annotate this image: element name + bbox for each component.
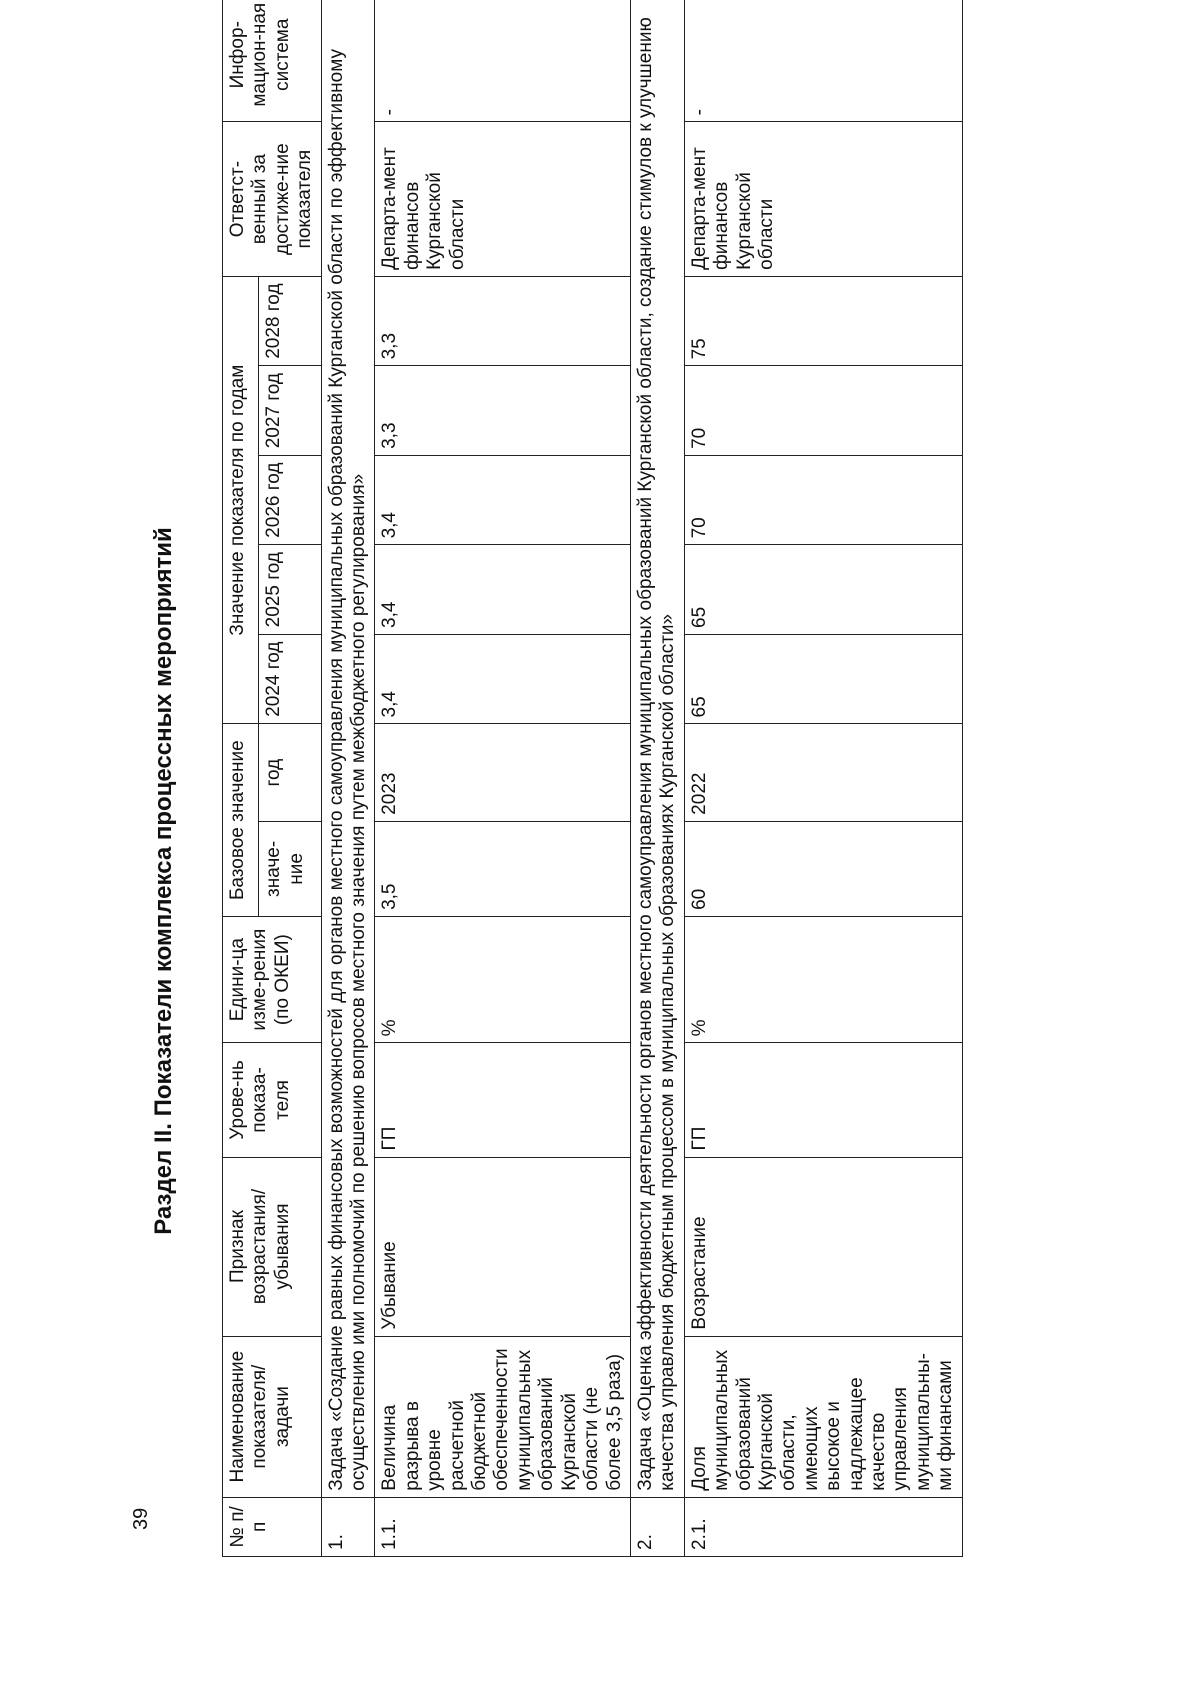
- indicator-sign: Убывание: [375, 1157, 630, 1336]
- indicator-system: -: [684, 0, 962, 122]
- header-year: 2028 год: [259, 276, 321, 366]
- header-row: [223, 0, 259, 1557]
- header-num: № п/п: [223, 1497, 322, 1556]
- indicator-value: 75: [684, 276, 962, 366]
- indicator-row: [684, 0, 962, 1557]
- header-values: Значение показателя по годам: [223, 276, 259, 724]
- indicator-base-year: 2022: [684, 724, 962, 821]
- indicator-level: ГП: [684, 1043, 962, 1157]
- header-base: Базовое значение: [223, 724, 259, 916]
- header-year: 2025 год: [259, 545, 321, 635]
- header-name: Наименование показателя/ задачи: [223, 1336, 322, 1497]
- task-row: [630, 0, 684, 1557]
- indicator-num: 1.1.: [375, 1497, 630, 1556]
- task-num: 1.: [321, 1497, 375, 1556]
- indicator-num: 2.1.: [684, 1497, 962, 1556]
- indicator-sign: Возрастание: [684, 1157, 962, 1336]
- task-text: Задача «Оценка эффективности деятельности органов местного самоуправления муниципальных образований Курганской области, создание стимулов к улучшению качества управления бюджетным процессом в муниципальных образованиях Курганской области»: [630, 0, 684, 1497]
- indicator-value: 70: [684, 455, 962, 545]
- indicator-value: 3,4: [375, 634, 630, 724]
- indicator-value: 3,3: [375, 276, 630, 366]
- indicator-name: Величина разрыва в уровне расчетной бюджетной обеспеченности муниципальных образований Курганской области (не более 3,5 раза): [375, 1336, 630, 1497]
- indicator-system: -: [375, 0, 630, 122]
- indicator-responsible: Департа-мент финансов Курганской области: [684, 122, 962, 276]
- header-base-value: значе-ние: [259, 821, 321, 916]
- header-sign: Признак возрастания/ убывания: [223, 1157, 322, 1336]
- header-year: 2026 год: [259, 455, 321, 545]
- indicator-row: [375, 0, 630, 1557]
- header-responsible: Ответст-венный за достиже-ние показателя: [223, 122, 322, 276]
- indicator-base-value: 60: [684, 821, 962, 916]
- task-row: [321, 0, 375, 1557]
- header-base-year: год: [259, 724, 321, 821]
- indicator-responsible: Департа-мент финансов Курганской области: [375, 122, 630, 276]
- indicator-level: ГП: [375, 1043, 630, 1157]
- indicator-value: 3,3: [375, 366, 630, 456]
- indicator-unit: %: [375, 916, 630, 1042]
- header-year: 2024 год: [259, 634, 321, 724]
- page-number: 39: [130, 1507, 152, 1530]
- task-text: Задача «Создание равных финансовых возможностей для органов местного самоуправления муниципальных образований Курганской области по эффективному осуществлению ими полномочий по решению вопросов местного значения путем межбюджетного регулирования»: [321, 0, 375, 1497]
- indicator-value: 70: [684, 366, 962, 456]
- task-num: 2.: [630, 1497, 684, 1556]
- indicator-value: 3,4: [375, 455, 630, 545]
- indicator-base-year: 2023: [375, 724, 630, 821]
- header-unit: Едини-ца изме-рения (по ОКЕИ): [223, 916, 322, 1042]
- header-year: 2027 год: [259, 366, 321, 456]
- rotated-page: [0, 2, 957, 1637]
- indicator-unit: %: [684, 916, 962, 1042]
- indicator-value: 3,4: [375, 545, 630, 635]
- indicator-name: Доля муниципальных образований Курганской области, имеющих высокое и надлежащее качество управления муниципальны-ми финансами: [684, 1336, 962, 1497]
- indicator-base-value: 3,5: [375, 821, 630, 916]
- header-system: Инфор-мацион-ная система: [223, 0, 322, 122]
- indicator-value: 65: [684, 634, 962, 724]
- indicators-table: [222, 0, 963, 1557]
- indicator-value: 65: [684, 545, 962, 635]
- section-title: Раздел II. Показатели комплекса процессных мероприятий: [150, 527, 177, 1235]
- header-level: Урове-нь показа-теля: [223, 1043, 322, 1157]
